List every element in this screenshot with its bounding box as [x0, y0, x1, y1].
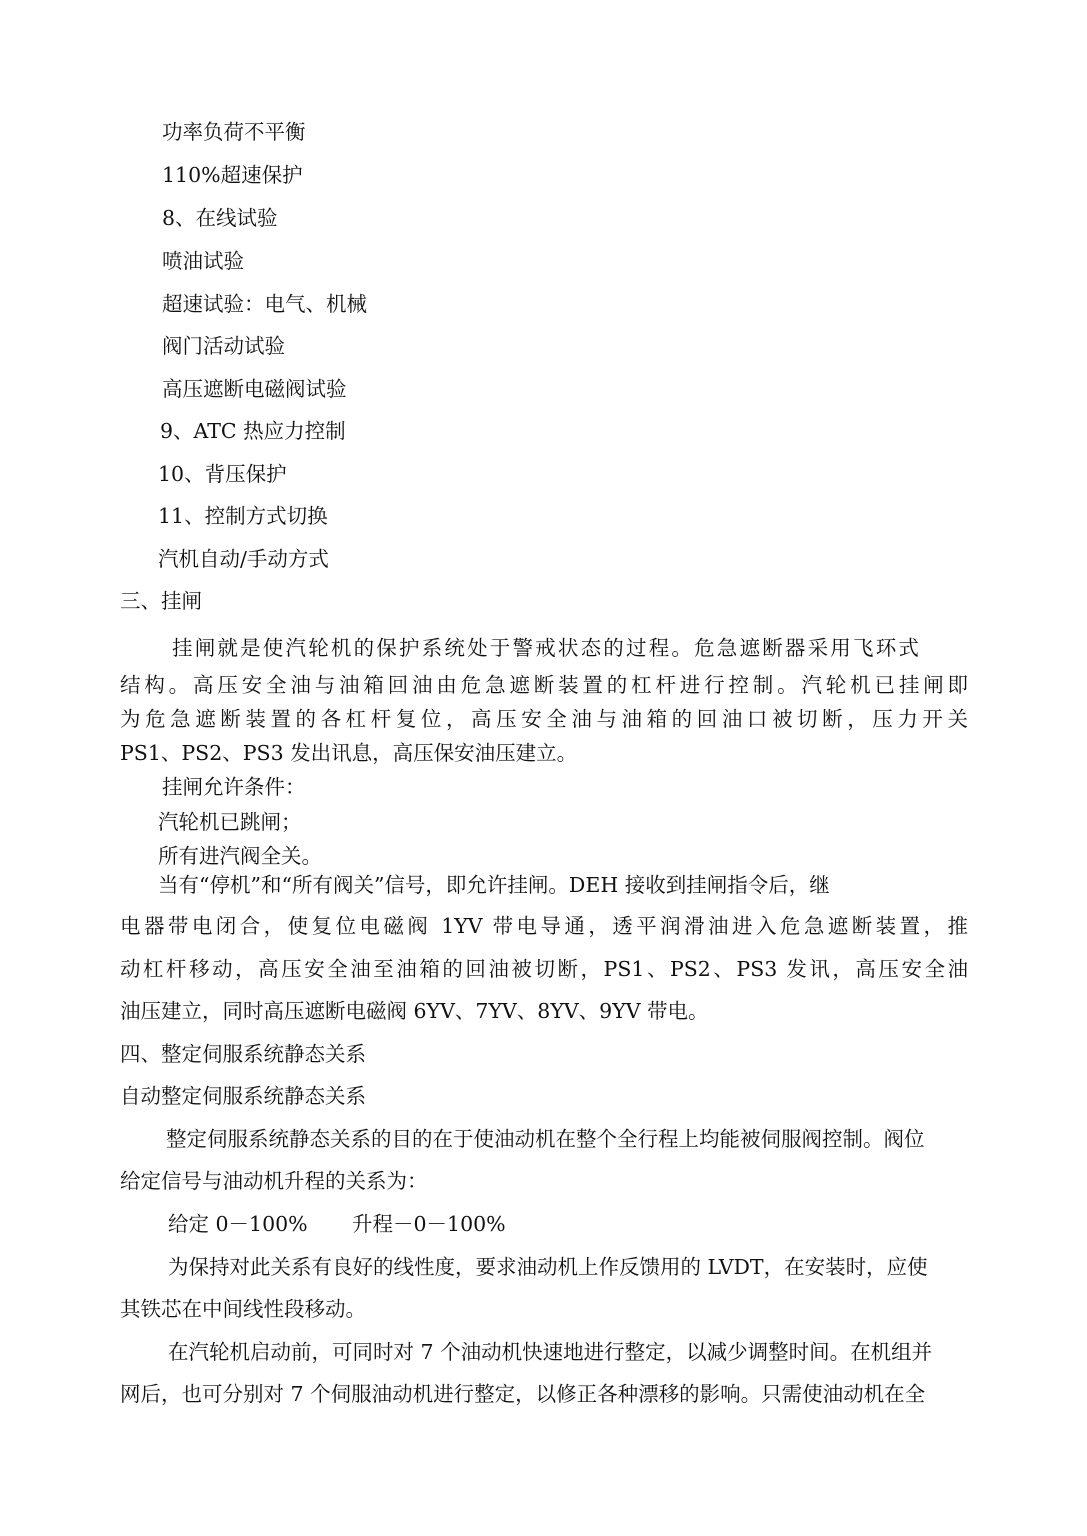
paragraph-calibration-line-2: 网后，也可分别对 7 个伺服油动机进行整定，以修正各种漂移的影响。只需使油动机在全: [120, 1382, 926, 1406]
heading-latching: 三、挂闸: [120, 589, 202, 613]
list-item-solenoid-test: 高压遮断电磁阀试验: [162, 377, 347, 401]
paragraph-calibration-line-1: 在汽轮机启动前，可同时对 7 个油动机快速地进行整定，以减少调整时间。在机组并: [168, 1340, 933, 1364]
paragraph-latching-line-2: 结构。高压安全油与油箱回油由危急遮断装置的杠杆进行控制。汽轮机已挂闸即: [120, 673, 968, 697]
list-item-oil-spray-test: 喷油试验: [162, 249, 244, 273]
relation-lift: 升程－0－100%: [352, 1212, 506, 1236]
section-back-pressure: 10、背压保护: [158, 462, 287, 486]
latch-condition-valves-closed: 所有进汽阀全关。: [158, 844, 322, 868]
paragraph-servo-line-1: 整定伺服系统静态关系的目的在于使油动机在整个全行程上均能被伺服阀控制。阀位: [166, 1127, 925, 1151]
list-item-auto-manual: 汽机自动/手动方式: [158, 547, 329, 571]
list-item-power-load-imbalance: 功率负荷不平衡: [162, 120, 306, 144]
paragraph-lvdt-line-2: 其铁芯在中间线性段移动。: [120, 1297, 366, 1321]
list-item-valve-test: 阀门活动试验: [162, 334, 285, 358]
relation-setpoint: 给定 0－100%: [168, 1212, 308, 1236]
paragraph-deh-line-4: 油压建立，同时高压遮断电磁阀 6YV、7YV、8YV、9YV 带电。: [120, 999, 709, 1023]
section-control-mode: 11、控制方式切换: [158, 504, 328, 528]
list-item-overspeed-test: 超速试验：电气、机械: [162, 292, 367, 316]
subheading-auto-servo: 自动整定伺服系统静态关系: [120, 1084, 366, 1108]
section-online-test: 8、在线试验: [162, 206, 278, 230]
paragraph-latching-line-4: PS1、PS2、PS3 发出讯息，高压保安油压建立。: [120, 741, 578, 765]
paragraph-deh-line-3: 动杠杆移动，高压安全油至油箱的回油被切断，PS1、PS2、PS3 发讯，高压安全油: [120, 957, 968, 981]
paragraph-deh-line-2: 电器带电闭合，使复位电磁阀 1YV 带电导通，透平润滑油进入危急遮断装置，推: [120, 914, 968, 938]
list-item-overspeed-110: 110%超速保护: [162, 163, 303, 187]
paragraph-servo-line-2: 给定信号与油动机升程的关系为：: [120, 1169, 428, 1193]
latch-condition-tripped: 汽轮机已跳闸；: [158, 810, 302, 834]
paragraph-lvdt-line-1: 为保持对此关系有良好的线性度，要求油动机上作反馈用的 LVDT，在安装时，应使: [168, 1255, 928, 1279]
paragraph-latching-line-3: 为危急遮断装置的各杠杆复位，高压安全油与油箱的回油口被切断，压力开关: [120, 707, 968, 731]
paragraph-deh-line-1: 当有“停机”和“所有阀关”信号，即允许挂闸。DEH 接收到挂闸指令后，继: [158, 873, 830, 897]
heading-servo-static: 四、整定伺服系统静态关系: [120, 1042, 366, 1066]
section-atc-control: 9、ATC 热应力控制: [160, 419, 346, 443]
paragraph-latching-line-1: 挂闸就是使汽轮机的保护系统处于警戒状态的过程。危急遮断器采用飞环式: [172, 636, 922, 660]
latch-conditions-title: 挂闸允许条件：: [162, 775, 306, 799]
